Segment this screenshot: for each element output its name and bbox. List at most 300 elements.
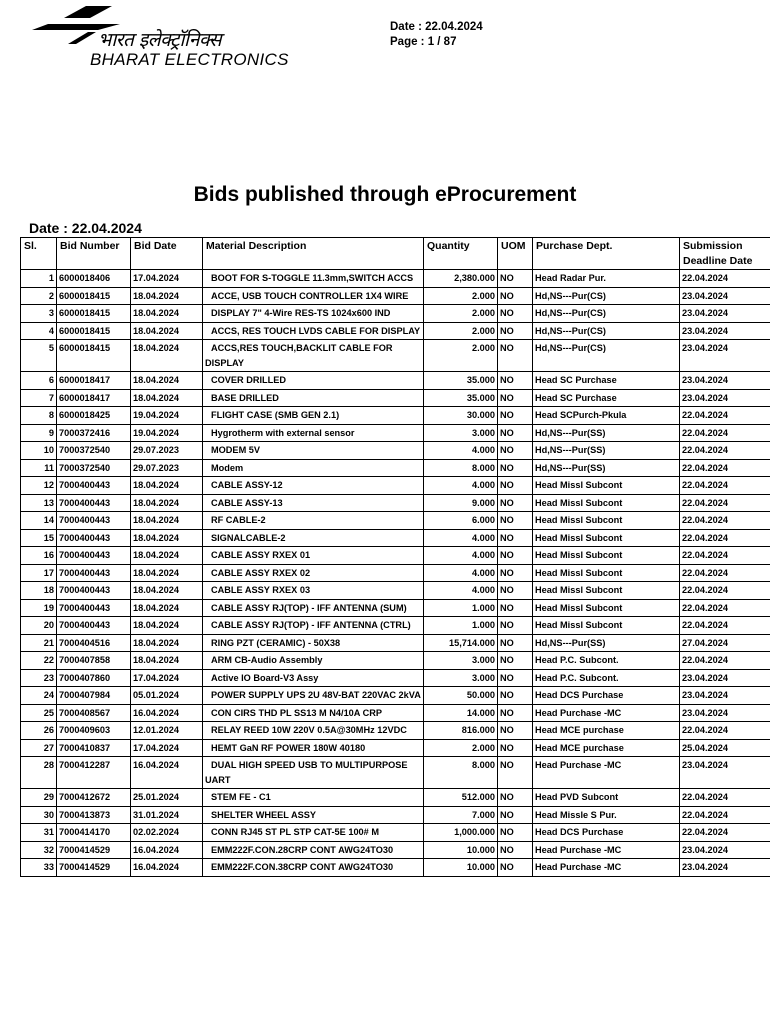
cell-material bbox=[203, 617, 424, 635]
material-text: POWER SUPPLY UPS 2U 48V-BAT 220VAC 2kVA bbox=[211, 690, 421, 700]
cell-bid-date: 18.04.2024 bbox=[131, 582, 203, 600]
cell-deadline: 22.04.2024 bbox=[680, 547, 770, 565]
table-row bbox=[21, 806, 770, 824]
cell-uom: NO bbox=[498, 287, 533, 305]
cell-bid-number: 7000414529 bbox=[57, 841, 131, 859]
cell-dept: Head Missl Subcont bbox=[533, 547, 680, 565]
cell-bid-number: 6000018415 bbox=[57, 305, 131, 323]
logo-english-text: BHARAT ELECTRONICS bbox=[90, 50, 289, 69]
cell-bid-date: 19.04.2024 bbox=[131, 407, 203, 425]
cell-deadline: 23.04.2024 bbox=[680, 305, 770, 323]
cell-deadline: 23.04.2024 bbox=[680, 669, 770, 687]
cell-uom: NO bbox=[498, 669, 533, 687]
cell-deadline: 23.04.2024 bbox=[680, 757, 770, 789]
cell-bid-date: 18.04.2024 bbox=[131, 494, 203, 512]
cell-quantity: 50.000 bbox=[424, 687, 498, 705]
material-text: EMM222F.CON.28CRP CONT AWG24TO30 bbox=[211, 844, 394, 855]
cell-uom: NO bbox=[498, 407, 533, 425]
cell-dept: Hd,NS---Pur(SS) bbox=[533, 459, 680, 477]
cell-material bbox=[203, 669, 424, 687]
material-text: Active IO Board-V3 Assy bbox=[211, 672, 319, 683]
table-row bbox=[21, 669, 770, 687]
cell-bid-date: 12.01.2024 bbox=[131, 722, 203, 740]
cell-quantity: 2.000 bbox=[424, 322, 498, 340]
cell-quantity: 35.000 bbox=[424, 372, 498, 390]
cell-bid-number: 7000409603 bbox=[57, 722, 131, 740]
table-row bbox=[21, 407, 770, 425]
cell-bid-date: 16.04.2024 bbox=[131, 757, 203, 789]
cell-deadline: 22.04.2024 bbox=[680, 652, 770, 670]
cell-uom: NO bbox=[498, 494, 533, 512]
cell-material bbox=[203, 494, 424, 512]
table-row bbox=[21, 859, 770, 877]
cell-deadline: 23.04.2024 bbox=[680, 287, 770, 305]
table-row bbox=[21, 582, 770, 600]
cell-bid-number: 7000400443 bbox=[57, 477, 131, 495]
material-text: ACCS, RES TOUCH LVDS CABLE FOR DISPLAY bbox=[211, 325, 421, 336]
material-text: CABLE ASSY RXEX 02 bbox=[211, 567, 311, 578]
cell-bid-number: 7000400443 bbox=[57, 582, 131, 600]
material-text: RING PZT (CERAMIC) - 50X38 bbox=[211, 637, 341, 648]
table-row bbox=[21, 512, 770, 530]
cell-quantity: 7.000 bbox=[424, 806, 498, 824]
table-row bbox=[21, 739, 770, 757]
table-row bbox=[21, 564, 770, 582]
cell-deadline: 23.04.2024 bbox=[680, 859, 770, 877]
material-text: CON CIRS THD PL SS13 M N4/10A CRP bbox=[211, 707, 383, 718]
cell-deadline: 22.04.2024 bbox=[680, 407, 770, 425]
cell-material bbox=[203, 564, 424, 582]
cell-uom: NO bbox=[498, 634, 533, 652]
cell-uom: NO bbox=[498, 806, 533, 824]
material-text: HEMT GaN RF POWER 180W 40180 bbox=[211, 742, 366, 753]
cell-deadline: 22.04.2024 bbox=[680, 442, 770, 460]
cell-quantity: 512.000 bbox=[424, 789, 498, 807]
cell-sl: 23 bbox=[21, 669, 57, 687]
logo-hindi-text: भारत इलेक्ट्रॉनिक्स bbox=[98, 29, 222, 51]
material-text: RELAY REED 10W 220V 0.5A@30MHz 12VDC bbox=[211, 725, 407, 735]
table-row bbox=[21, 270, 770, 288]
cell-dept: Head Missl Subcont bbox=[533, 529, 680, 547]
material-text: CABLE ASSY RXEX 03 bbox=[211, 585, 311, 595]
cell-bid-date: 18.04.2024 bbox=[131, 512, 203, 530]
material-text: DISPLAY 7" 4-Wire RES-TS 1024x600 IND bbox=[211, 308, 391, 318]
cell-deadline: 23.04.2024 bbox=[680, 389, 770, 407]
table-row bbox=[21, 340, 770, 372]
cell-material bbox=[203, 739, 424, 757]
material-text: CABLE ASSY RJ(TOP) - IFF ANTENNA (SUM) bbox=[211, 602, 407, 613]
cell-dept: Head Missle S Pur. bbox=[533, 806, 680, 824]
table-row bbox=[21, 477, 770, 495]
cell-material bbox=[203, 704, 424, 722]
cell-material bbox=[203, 305, 424, 323]
material-text: COVER DRILLED bbox=[211, 375, 287, 385]
cell-sl: 13 bbox=[21, 494, 57, 512]
cell-material bbox=[203, 477, 424, 495]
cell-sl: 28 bbox=[21, 757, 57, 789]
cell-dept: Head P.C. Subcont. bbox=[533, 669, 680, 687]
cell-quantity: 35.000 bbox=[424, 389, 498, 407]
table-row bbox=[21, 305, 770, 323]
material-text: ARM CB-Audio Assembly bbox=[211, 655, 323, 665]
cell-uom: NO bbox=[498, 789, 533, 807]
col-header-quantity: Quantity bbox=[424, 238, 498, 270]
cell-material bbox=[203, 722, 424, 740]
table-row bbox=[21, 442, 770, 460]
cell-quantity: 2.000 bbox=[424, 340, 498, 372]
cell-bid-date: 16.04.2024 bbox=[131, 704, 203, 722]
cell-uom: NO bbox=[498, 442, 533, 460]
cell-quantity: 30.000 bbox=[424, 407, 498, 425]
cell-bid-number: 7000407858 bbox=[57, 652, 131, 670]
cell-quantity: 2.000 bbox=[424, 287, 498, 305]
cell-dept: Hd,NS---Pur(CS) bbox=[533, 340, 680, 372]
cell-bid-number: 6000018417 bbox=[57, 389, 131, 407]
cell-sl: 11 bbox=[21, 459, 57, 477]
cell-bid-date: 18.04.2024 bbox=[131, 564, 203, 582]
cell-bid-date: 05.01.2024 bbox=[131, 687, 203, 705]
cell-sl: 5 bbox=[21, 340, 57, 372]
cell-material bbox=[203, 687, 424, 705]
cell-uom: NO bbox=[498, 424, 533, 442]
cell-sl: 1 bbox=[21, 270, 57, 288]
cell-dept: Head Purchase -MC bbox=[533, 704, 680, 722]
cell-deadline: 22.04.2024 bbox=[680, 599, 770, 617]
cell-bid-number: 7000414170 bbox=[57, 824, 131, 842]
table-row bbox=[21, 372, 770, 390]
cell-dept: Head Radar Pur. bbox=[533, 270, 680, 288]
cell-uom: NO bbox=[498, 477, 533, 495]
cell-material bbox=[203, 512, 424, 530]
cell-sl: 3 bbox=[21, 305, 57, 323]
material-text: ACCS,RES TOUCH,BACKLIT CABLE FOR DISPLAY bbox=[205, 343, 393, 368]
cell-deadline: 22.04.2024 bbox=[680, 617, 770, 635]
cell-material bbox=[203, 582, 424, 600]
cell-material bbox=[203, 547, 424, 565]
cell-deadline: 22.04.2024 bbox=[680, 806, 770, 824]
material-text: SIGNALCABLE-2 bbox=[211, 532, 286, 543]
cell-uom: NO bbox=[498, 859, 533, 877]
cell-dept: Head P.C. Subcont. bbox=[533, 652, 680, 670]
cell-quantity: 816.000 bbox=[424, 722, 498, 740]
cell-deadline: 22.04.2024 bbox=[680, 722, 770, 740]
cell-bid-number: 6000018415 bbox=[57, 287, 131, 305]
cell-sl: 32 bbox=[21, 841, 57, 859]
col-header-uom: UOM bbox=[498, 238, 533, 270]
cell-bid-number: 7000413873 bbox=[57, 806, 131, 824]
cell-dept: Head Missl Subcont bbox=[533, 617, 680, 635]
cell-deadline: 22.04.2024 bbox=[680, 512, 770, 530]
document-date: Date : 22.04.2024 bbox=[29, 220, 142, 236]
cell-quantity: 15,714.000 bbox=[424, 634, 498, 652]
cell-bid-number: 7000408567 bbox=[57, 704, 131, 722]
cell-uom: NO bbox=[498, 512, 533, 530]
cell-sl: 18 bbox=[21, 582, 57, 600]
table-row bbox=[21, 322, 770, 340]
cell-uom: NO bbox=[498, 459, 533, 477]
cell-uom: NO bbox=[498, 270, 533, 288]
cell-uom: NO bbox=[498, 547, 533, 565]
cell-quantity: 3.000 bbox=[424, 652, 498, 670]
cell-bid-date: 18.04.2024 bbox=[131, 547, 203, 565]
cell-bid-date: 18.04.2024 bbox=[131, 529, 203, 547]
cell-quantity: 1.000 bbox=[424, 617, 498, 635]
material-text: CABLE ASSY RJ(TOP) - IFF ANTENNA (CTRL) bbox=[211, 620, 411, 630]
table-row bbox=[21, 287, 770, 305]
table-row bbox=[21, 634, 770, 652]
table-row bbox=[21, 722, 770, 740]
cell-bid-number: 6000018406 bbox=[57, 270, 131, 288]
cell-dept: Head Purchase -MC bbox=[533, 859, 680, 877]
cell-quantity: 4.000 bbox=[424, 529, 498, 547]
cell-material bbox=[203, 789, 424, 807]
material-text: Modem bbox=[211, 462, 244, 473]
cell-sl: 33 bbox=[21, 859, 57, 877]
cell-sl: 22 bbox=[21, 652, 57, 670]
cell-bid-date: 18.04.2024 bbox=[131, 617, 203, 635]
cell-deadline: 23.04.2024 bbox=[680, 704, 770, 722]
cell-deadline: 22.04.2024 bbox=[680, 529, 770, 547]
cell-dept: Head Missl Subcont bbox=[533, 494, 680, 512]
cell-bid-date: 18.04.2024 bbox=[131, 652, 203, 670]
cell-bid-number: 7000400443 bbox=[57, 494, 131, 512]
cell-bid-date: 31.01.2024 bbox=[131, 806, 203, 824]
cell-quantity: 8.000 bbox=[424, 459, 498, 477]
table-row bbox=[21, 652, 770, 670]
cell-uom: NO bbox=[498, 739, 533, 757]
cell-material bbox=[203, 806, 424, 824]
cell-sl: 26 bbox=[21, 722, 57, 740]
cell-material bbox=[203, 287, 424, 305]
cell-uom: NO bbox=[498, 722, 533, 740]
cell-material bbox=[203, 322, 424, 340]
cell-material bbox=[203, 407, 424, 425]
cell-uom: NO bbox=[498, 652, 533, 670]
table-row bbox=[21, 789, 770, 807]
cell-dept: Hd,NS---Pur(SS) bbox=[533, 424, 680, 442]
table-row bbox=[21, 617, 770, 635]
cell-deadline: 22.04.2024 bbox=[680, 477, 770, 495]
material-text: CONN RJ45 ST PL STP CAT-5E 100# M bbox=[211, 827, 379, 837]
cell-deadline: 23.04.2024 bbox=[680, 841, 770, 859]
cell-bid-date: 16.04.2024 bbox=[131, 859, 203, 877]
cell-bid-date: 18.04.2024 bbox=[131, 389, 203, 407]
table-row bbox=[21, 687, 770, 705]
cell-bid-number: 7000407984 bbox=[57, 687, 131, 705]
table-row bbox=[21, 529, 770, 547]
cell-sl: 30 bbox=[21, 806, 57, 824]
cell-material bbox=[203, 340, 424, 372]
page-number: Page : 1 / 87 bbox=[390, 36, 457, 48]
cell-dept: Head Purchase -MC bbox=[533, 757, 680, 789]
cell-dept: Head DCS Purchase bbox=[533, 824, 680, 842]
header-date: Date : 22.04.2024 bbox=[390, 21, 483, 33]
table-row bbox=[21, 841, 770, 859]
cell-uom: NO bbox=[498, 704, 533, 722]
cell-deadline: 23.04.2024 bbox=[680, 372, 770, 390]
col-header-bid-number: Bid Number bbox=[57, 238, 131, 270]
table-row bbox=[21, 704, 770, 722]
cell-sl: 27 bbox=[21, 739, 57, 757]
cell-material bbox=[203, 372, 424, 390]
cell-quantity: 6.000 bbox=[424, 512, 498, 530]
material-text: BOOT FOR S-TOGGLE 11.3mm,SWITCH ACCS bbox=[211, 273, 414, 283]
cell-material bbox=[203, 442, 424, 460]
bids-table bbox=[20, 237, 770, 877]
cell-bid-number: 7000372416 bbox=[57, 424, 131, 442]
cell-deadline: 27.04.2024 bbox=[680, 634, 770, 652]
table-row bbox=[21, 424, 770, 442]
cell-dept: Head Purchase -MC bbox=[533, 841, 680, 859]
cell-deadline: 22.04.2024 bbox=[680, 494, 770, 512]
cell-dept: Head Missl Subcont bbox=[533, 564, 680, 582]
cell-sl: 25 bbox=[21, 704, 57, 722]
cell-quantity: 9.000 bbox=[424, 494, 498, 512]
cell-quantity: 4.000 bbox=[424, 582, 498, 600]
cell-bid-number: 7000372540 bbox=[57, 442, 131, 460]
material-text: RF CABLE-2 bbox=[211, 515, 266, 525]
cell-deadline: 23.04.2024 bbox=[680, 687, 770, 705]
cell-material bbox=[203, 757, 424, 789]
material-text: FLIGHT CASE (SMB GEN 2.1) bbox=[211, 410, 340, 420]
cell-deadline: 22.04.2024 bbox=[680, 582, 770, 600]
cell-deadline: 22.04.2024 bbox=[680, 459, 770, 477]
material-text: CABLE ASSY-13 bbox=[211, 497, 283, 508]
cell-bid-date: 25.01.2024 bbox=[131, 789, 203, 807]
cell-bid-date: 18.04.2024 bbox=[131, 287, 203, 305]
cell-uom: NO bbox=[498, 340, 533, 372]
cell-uom: NO bbox=[498, 564, 533, 582]
cell-uom: NO bbox=[498, 841, 533, 859]
cell-bid-date: 17.04.2024 bbox=[131, 669, 203, 687]
cell-bid-date: 18.04.2024 bbox=[131, 634, 203, 652]
cell-sl: 9 bbox=[21, 424, 57, 442]
cell-uom: NO bbox=[498, 687, 533, 705]
table-row bbox=[21, 824, 770, 842]
cell-uom: NO bbox=[498, 599, 533, 617]
table-header-row bbox=[21, 238, 770, 270]
cell-uom: NO bbox=[498, 389, 533, 407]
material-text: Hygrotherm with external sensor bbox=[211, 427, 355, 438]
cell-dept: Head SC Purchase bbox=[533, 372, 680, 390]
cell-bid-date: 19.04.2024 bbox=[131, 424, 203, 442]
cell-bid-number: 6000018415 bbox=[57, 340, 131, 372]
cell-sl: 24 bbox=[21, 687, 57, 705]
cell-deadline: 23.04.2024 bbox=[680, 322, 770, 340]
cell-dept: Head MCE purchase bbox=[533, 722, 680, 740]
col-header-sl: Sl. bbox=[21, 238, 57, 270]
cell-dept: Head Missl Subcont bbox=[533, 477, 680, 495]
cell-dept: Hd,NS---Pur(SS) bbox=[533, 442, 680, 460]
material-text: ACCE, USB TOUCH CONTROLLER 1X4 WIRE bbox=[211, 290, 409, 301]
cell-quantity: 1,000.000 bbox=[424, 824, 498, 842]
cell-quantity: 1.000 bbox=[424, 599, 498, 617]
cell-quantity: 3.000 bbox=[424, 669, 498, 687]
cell-dept: Head PVD Subcont bbox=[533, 789, 680, 807]
document-title: Bids published through eProcurement bbox=[193, 183, 577, 206]
cell-bid-number: 7000372540 bbox=[57, 459, 131, 477]
cell-deadline: 25.04.2024 bbox=[680, 739, 770, 757]
cell-bid-date: 29.07.2023 bbox=[131, 459, 203, 477]
cell-quantity: 8.000 bbox=[424, 757, 498, 789]
cell-uom: NO bbox=[498, 529, 533, 547]
cell-material bbox=[203, 459, 424, 477]
cell-bid-number: 6000018425 bbox=[57, 407, 131, 425]
cell-quantity: 4.000 bbox=[424, 477, 498, 495]
table-row bbox=[21, 599, 770, 617]
cell-sl: 10 bbox=[21, 442, 57, 460]
cell-deadline: 22.04.2024 bbox=[680, 789, 770, 807]
cell-uom: NO bbox=[498, 305, 533, 323]
cell-sl: 2 bbox=[21, 287, 57, 305]
cell-quantity: 10.000 bbox=[424, 859, 498, 877]
cell-dept: Head Missl Subcont bbox=[533, 599, 680, 617]
cell-uom: NO bbox=[498, 372, 533, 390]
cell-bid-date: 18.04.2024 bbox=[131, 340, 203, 372]
cell-quantity: 3.000 bbox=[424, 424, 498, 442]
cell-bid-date: 18.04.2024 bbox=[131, 305, 203, 323]
cell-sl: 8 bbox=[21, 407, 57, 425]
material-text: MODEM 5V bbox=[211, 445, 261, 455]
cell-sl: 7 bbox=[21, 389, 57, 407]
cell-quantity: 4.000 bbox=[424, 442, 498, 460]
cell-bid-date: 29.07.2023 bbox=[131, 442, 203, 460]
cell-bid-date: 18.04.2024 bbox=[131, 322, 203, 340]
cell-bid-date: 02.02.2024 bbox=[131, 824, 203, 842]
material-text: CABLE ASSY-12 bbox=[211, 480, 283, 490]
cell-uom: NO bbox=[498, 617, 533, 635]
cell-bid-date: 18.04.2024 bbox=[131, 477, 203, 495]
col-header-material: Material Description bbox=[203, 238, 424, 270]
cell-bid-date: 17.04.2024 bbox=[131, 739, 203, 757]
cell-bid-number: 6000018417 bbox=[57, 372, 131, 390]
cell-quantity: 2.000 bbox=[424, 305, 498, 323]
material-text: STEM FE - C1 bbox=[211, 792, 271, 802]
cell-material bbox=[203, 634, 424, 652]
material-text: SHELTER WHEEL ASSY bbox=[211, 809, 316, 820]
cell-uom: NO bbox=[498, 322, 533, 340]
company-logo bbox=[28, 4, 348, 70]
cell-dept: Head SC Purchase bbox=[533, 389, 680, 407]
cell-bid-date: 18.04.2024 bbox=[131, 599, 203, 617]
cell-material bbox=[203, 599, 424, 617]
cell-sl: 15 bbox=[21, 529, 57, 547]
cell-deadline: 23.04.2024 bbox=[680, 340, 770, 372]
material-text: CABLE ASSY RXEX 01 bbox=[211, 550, 311, 560]
cell-bid-date: 16.04.2024 bbox=[131, 841, 203, 859]
cell-bid-number: 7000414529 bbox=[57, 859, 131, 877]
cell-sl: 20 bbox=[21, 617, 57, 635]
cell-dept: Head SCPurch-Pkula bbox=[533, 407, 680, 425]
cell-sl: 31 bbox=[21, 824, 57, 842]
material-text: DUAL HIGH SPEED USB TO MULTIPURPOSE UART bbox=[205, 760, 408, 785]
cell-bid-number: 7000412672 bbox=[57, 789, 131, 807]
cell-uom: NO bbox=[498, 824, 533, 842]
cell-dept: Head Missl Subcont bbox=[533, 582, 680, 600]
cell-material bbox=[203, 841, 424, 859]
cell-material bbox=[203, 389, 424, 407]
cell-bid-number: 7000412287 bbox=[57, 757, 131, 789]
cell-material bbox=[203, 824, 424, 842]
table-row bbox=[21, 389, 770, 407]
col-header-bid-date: Bid Date bbox=[131, 238, 203, 270]
cell-deadline: 22.04.2024 bbox=[680, 270, 770, 288]
table-row bbox=[21, 547, 770, 565]
cell-deadline: 22.04.2024 bbox=[680, 564, 770, 582]
cell-bid-number: 7000400443 bbox=[57, 599, 131, 617]
cell-sl: 6 bbox=[21, 372, 57, 390]
table-row bbox=[21, 494, 770, 512]
